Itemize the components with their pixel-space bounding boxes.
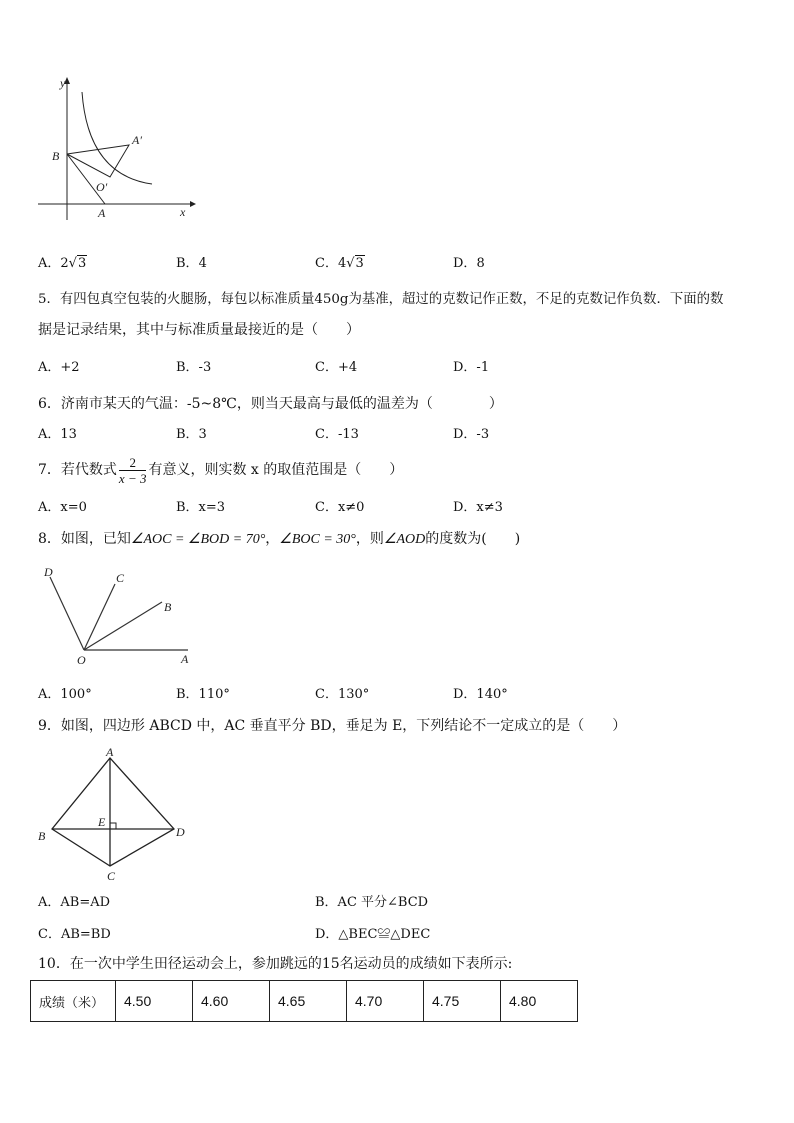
q6-option-c: C．-13 <box>315 427 359 442</box>
q5-line1: 5．有四包真空包装的火腿肠，每包以标准质量450g为基准，超过的克数记作正数，不足的克数记作负数．下面的数 <box>38 292 724 307</box>
x-axis-arrow-icon <box>190 201 196 207</box>
label-o-prime: O′ <box>96 180 108 194</box>
q5-option-b: B．-3 <box>176 360 212 375</box>
label-a: A <box>181 652 189 666</box>
q4-option-a: A．2√3 <box>38 256 87 271</box>
label-a: A <box>106 746 114 759</box>
label-c: C <box>116 571 125 585</box>
q8-option-d: D．140° <box>453 687 508 702</box>
q9-figure <box>30 746 200 886</box>
q4-option-d: D．8 <box>453 256 485 271</box>
right-angle-icon <box>110 823 116 829</box>
label-y: y <box>60 76 66 90</box>
q9-option-b: B．AC 平分∠BCD <box>315 895 429 910</box>
q9-option-d: D．△BEC≌△DEC <box>315 927 431 942</box>
q4-option-b: B．4 <box>176 256 207 271</box>
table-cell: 4.80 <box>501 981 578 1022</box>
table-cell: 4.65 <box>270 981 347 1022</box>
q7-option-a: A．x=0 <box>38 500 87 515</box>
label-b: B <box>38 829 46 843</box>
table-cell: 4.60 <box>193 981 270 1022</box>
q6-option-b: B．3 <box>176 427 207 442</box>
label-b: B <box>52 149 60 163</box>
segment-b-a <box>67 154 105 204</box>
q7-option-b: B．x=3 <box>176 500 226 515</box>
label-x: x <box>180 205 186 219</box>
score-table <box>30 980 578 1022</box>
q7-text: 7．若代数式 $\frac{2}{x - 3}$ 有意义，则实数 x 的取值范围是（ ） <box>38 454 404 486</box>
label-b: B <box>164 600 172 614</box>
label-c: C <box>107 869 116 883</box>
q6-option-a: A．13 <box>38 427 77 442</box>
q4-option-c: C．4√3 <box>315 256 364 271</box>
label-d: D <box>176 825 185 839</box>
q5-option-c: C．+4 <box>315 360 358 375</box>
q6-option-d: D．-3 <box>453 427 490 442</box>
label-a: A <box>98 206 106 220</box>
table-cell: 4.50 <box>116 981 193 1022</box>
q8-text: 8．如图，已知∠AOC = ∠BOD = 70°，∠BOC = 30°，则∠AOD的度数为( ) <box>38 531 521 547</box>
q7-option-c: C．x≠0 <box>315 500 365 515</box>
q7-option-d: D．x≠3 <box>453 500 503 515</box>
table-cell: 4.70 <box>347 981 424 1022</box>
table-cell: 4.75 <box>424 981 501 1022</box>
label-e: E <box>98 815 106 829</box>
q8-option-c: C．130° <box>315 687 370 702</box>
q4-figure <box>30 70 205 230</box>
sqrt-symbol-icon: √3 <box>346 256 364 271</box>
q8-figure <box>38 562 198 672</box>
ray-od <box>50 577 84 650</box>
q5-option-a: A．+2 <box>38 360 80 375</box>
table-row <box>31 981 578 1022</box>
q9-option-a: A．AB=AD <box>38 895 111 910</box>
q9-text: 9．如图，四边形 ABCD 中，AC 垂直平分 BD，垂足为 E，下列结论不一定成立的是（ ） <box>38 718 627 734</box>
label-a-prime: A′ <box>132 133 142 147</box>
quadrilateral-abcd <box>52 758 174 866</box>
q5-option-d: D．-1 <box>453 360 490 375</box>
q9-option-c: C．AB=BD <box>38 927 111 942</box>
q8-option-b: B．110° <box>176 687 230 702</box>
q6-text: 6．济南市某天的气温：-5~8℃，则当天最高与最低的温差为（ ） <box>38 396 503 412</box>
label-o: O <box>77 653 86 667</box>
label-d: D <box>44 565 53 579</box>
q7-fraction: $\frac{2}{x - 3}$ <box>118 454 147 486</box>
q10-text: 10．在一次中学生田径运动会上，参加跳远的15名运动员的成绩如下表所示: <box>38 956 513 972</box>
q8-option-a: A．100° <box>38 687 92 702</box>
sqrt-symbol-icon: √3 <box>68 256 87 271</box>
table-header-cell: 成绩（米） <box>31 981 116 1022</box>
q5-line2: 据是记录结果，其中与标准质量最接近的是（ ） <box>38 322 360 338</box>
